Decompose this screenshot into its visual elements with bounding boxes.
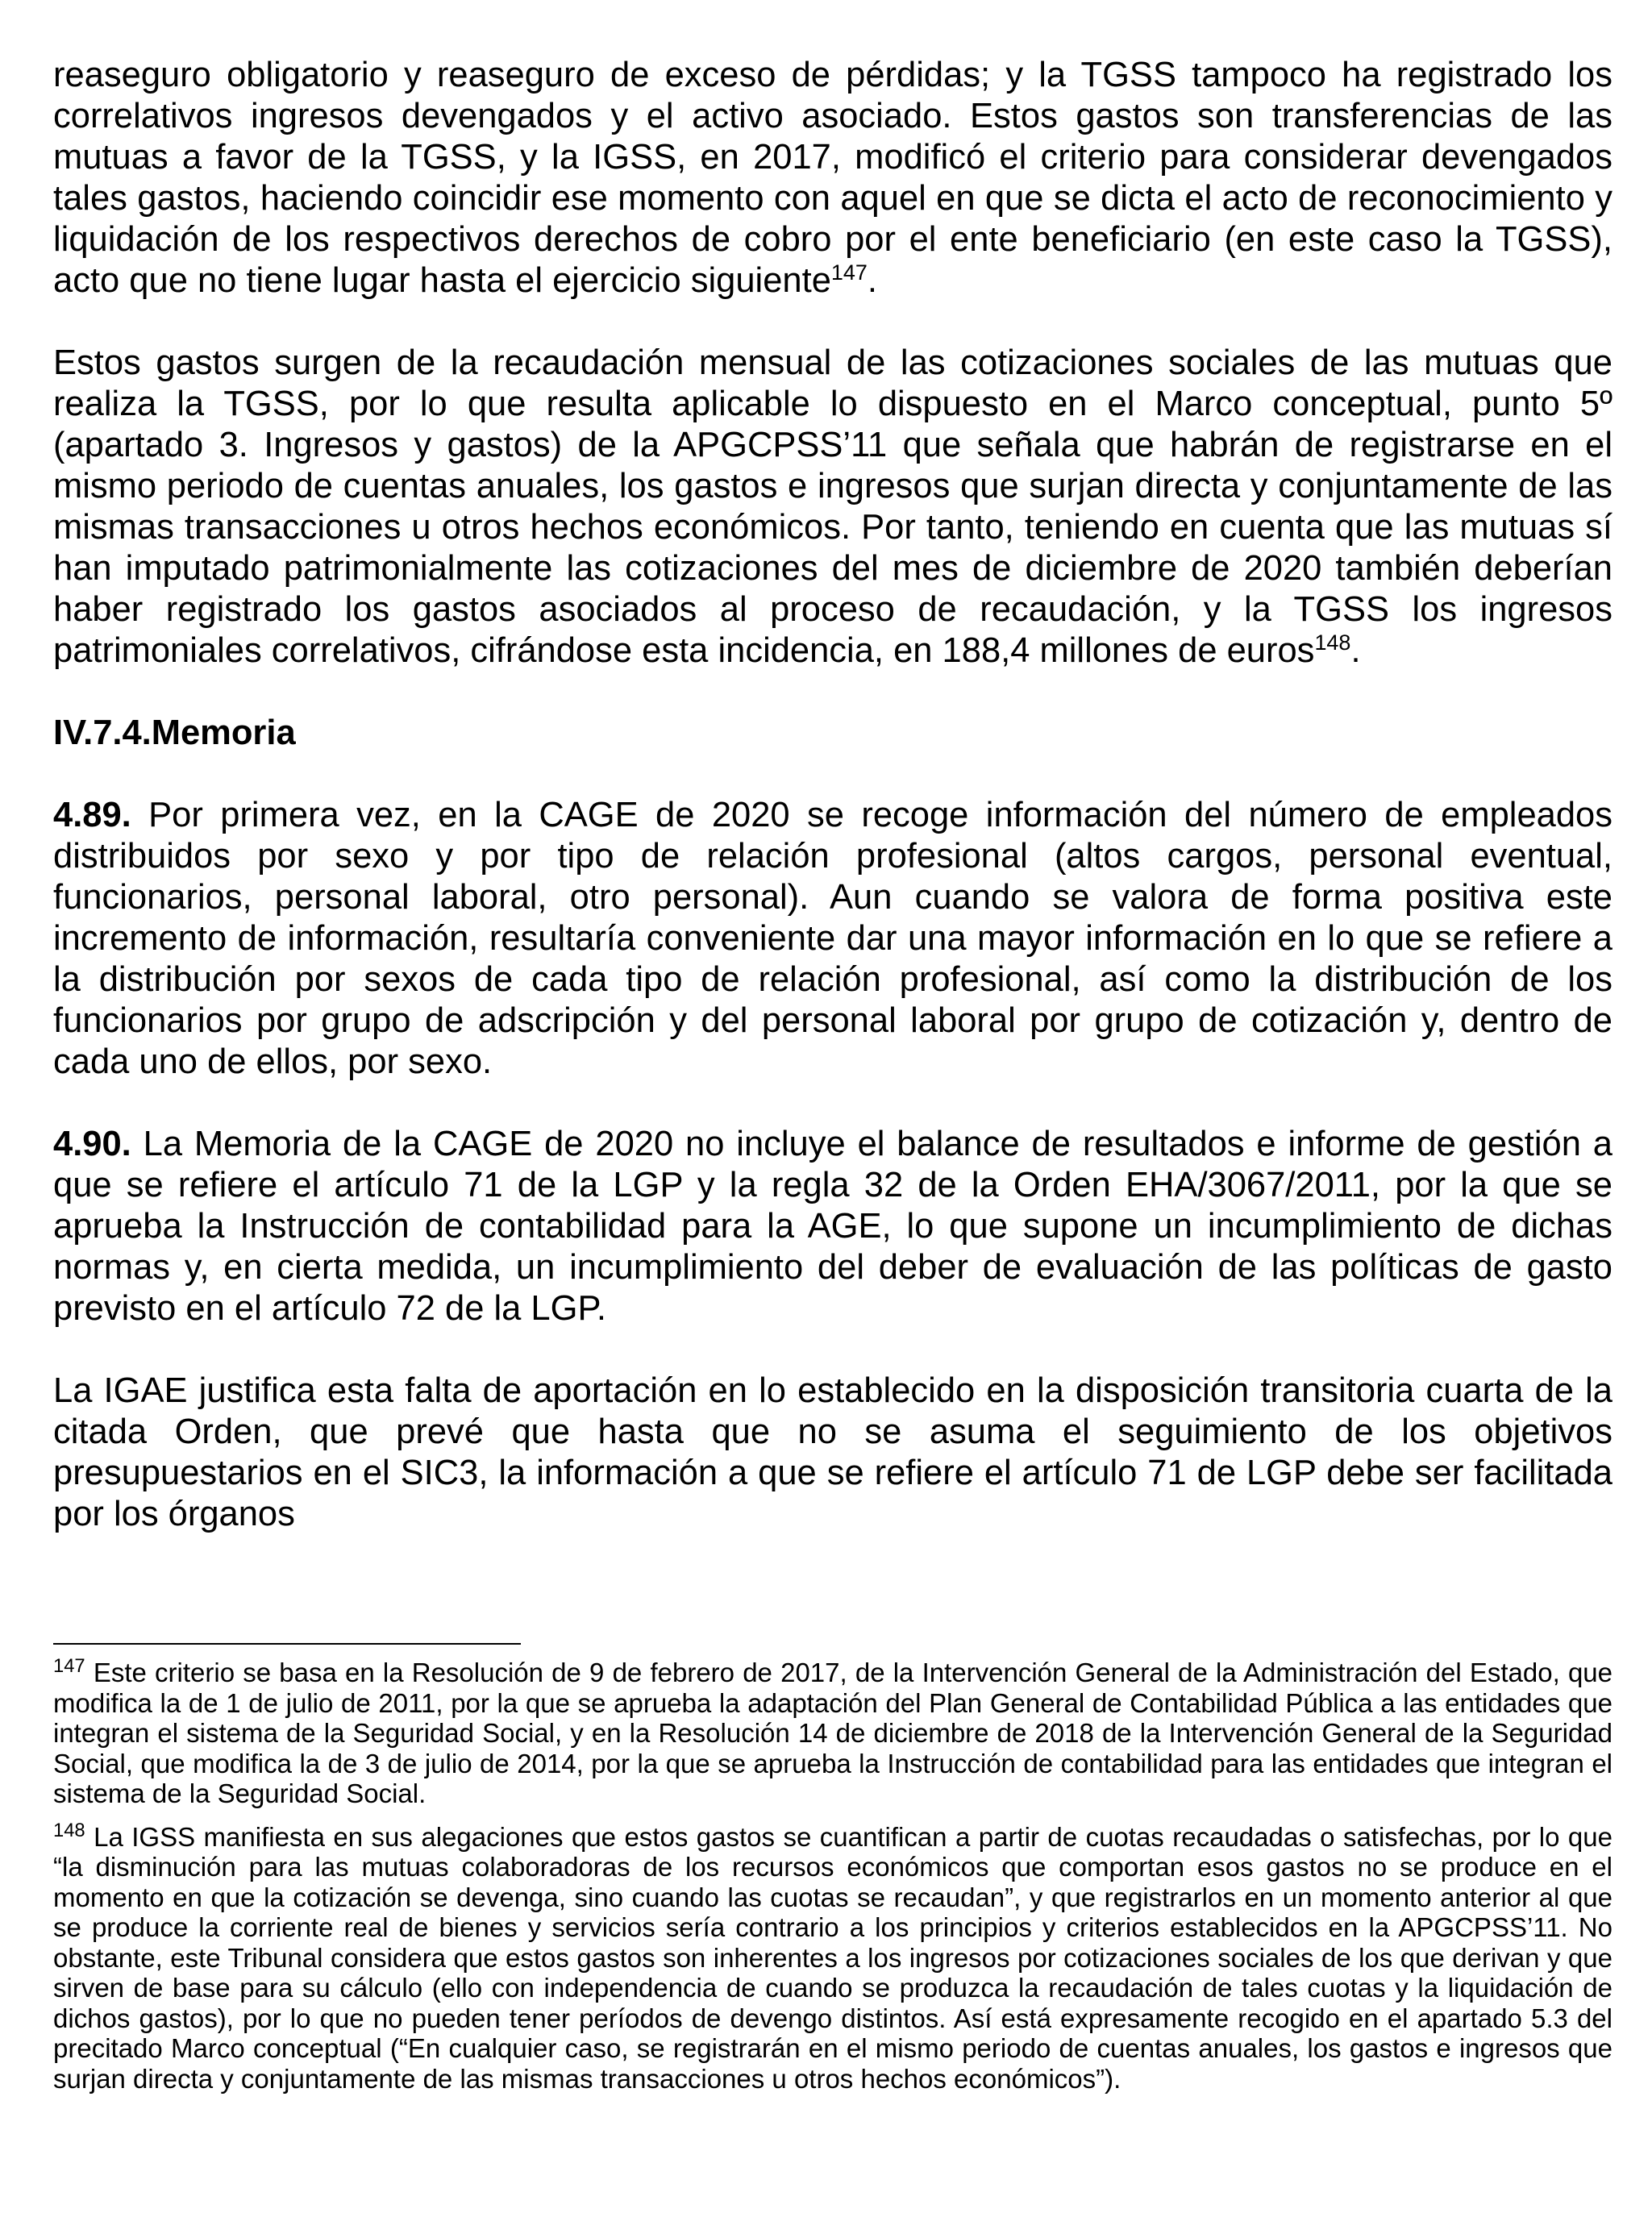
footnote-number: 148 (53, 1819, 85, 1841)
footnotes (53, 1655, 1612, 2107)
footnote-text: La IGSS manifiesta en sus alegaciones que estos gastos se cuantifican a partir de cuotas recaudadas o satisfechas, por lo que “la disminución para las mutuas colaboradoras de los recursos económicos que comportan esos gastos no se produce en el momento en que la cotización se devenga, sino cuando las cuotas se recaudan”, y que registrarlos en un momento anterior al que se produce la corriente real de bienes y servicios sería contrario a los principios y criterios establecidos en la APGCPSS’11. No obstante, este Tribunal considera que estos gastos son inherentes a los ingresos por cotizaciones sociales de los que derivan y que sirven de base para su cálculo (ello con independencia de cuando se produzca la recaudación de tales cuotas y la liquidación de dichos gastos), por lo que no pueden tener períodos de devengo distintos. Así está expresamente recogido en el apartado 5.3 del precitado Marco conceptual (“En cualquier caso, se registrarán en el mismo periodo de cuentas anuales, los gastos e ingresos que surjan directa y conjuntamente de las mismas transacciones u otros hechos económicos”). (53, 1821, 1612, 2094)
paragraph-tail: . (1350, 631, 1361, 670)
paragraph-text: Estos gastos surgen de la recaudación mensual de las cotizaciones sociales de las mutuas que realiza la TGSS, por lo que resulta aplicable lo dispuesto en el Marco conceptual, punto 5º (apartado 3. Ingresos y gastos) de la APGCPSS’11 que señala que habrán de registrarse en el mismo periodo de cuentas anuales, los gastos e ingresos que surjan directa y conjuntamente de las mismas transacciones u otros hechos económicos. Por tanto, teniendo en cuenta que las mutuas sí han imputado patrimonialmente las cotizaciones del mes de diciembre de 2020 también deberían haber registrado los gastos asociados al proceso de recaudación, y la TGSS los ingresos patrimoniales correlativos, cifrándose esta incidencia, en 188,4 millones de euros (53, 343, 1612, 670)
paragraph-text: La IGAE justifica esta falta de aportación en lo establecido en la disposición transitoria cuarta de la citada Orden, que prevé que hasta que no se asuma el seguimiento de los objetivos presupuestarios en el SIC3, la información a que se refiere el artículo 71 de LGP debe ser facilitada por los órganos (53, 1371, 1612, 1533)
section-heading: IV.7.4.Memoria (53, 713, 296, 752)
paragraph-number: 4.89. (53, 796, 131, 834)
paragraph-text: Por primera vez, en la CAGE de 2020 se recoge información del número de empleados distribuidos por sexo y por tipo de relación profesional (altos cargos, personal eventual, funcionarios, personal laboral, otro personal). Aun cuando se valora de forma positiva este incremento de información, resultaría conveniente dar una mayor información en lo que se refiere a la distribución por sexos de cada tipo de relación profesional, así como la distribución de los funcionarios por grupo de adscripción y del personal laboral por grupo de cotización y, dentro de cada uno de ellos, por sexo. (53, 796, 1612, 1081)
paragraph-tail: . (867, 261, 877, 300)
paragraph-continuation (53, 55, 1612, 302)
footnote-separator (53, 1643, 521, 1645)
paragraph-text: reaseguro obligatorio y reaseguro de exceso de pérdidas; y la TGSS tampoco ha registrado los correlativos ingresos devengados y el activo asociado. Estos gastos son transferencias de las mutuas a favor de la TGSS, y la IGSS, en 2017, modificó el criterio para considerar devengados tales gastos, haciendo coincidir ese momento con aquel en que se dicta el acto de reconocimiento y liquidación de los respectivos derechos de cobro por el ente beneficiario (en este caso la TGSS), acto que no tiene lugar hasta el ejercicio siguiente (53, 56, 1612, 300)
paragraph-4-89 (53, 795, 1612, 1083)
footnote-reference: 148 (1314, 630, 1351, 655)
paragraph-text: La Memoria de la CAGE de 2020 no incluye el balance de resultados e informe de gestión a que se refiere el artículo 71 de la LGP y la regla 32 de la Orden EHA/3067/2011, por la que se aprueba la Instrucción de contabilidad para la AGE, lo que supone un incumplimiento de dichas normas y, en cierta medida, un incumplimiento del deber de evaluación de las políticas de gasto previsto en el artículo 72 de la LGP. (53, 1125, 1612, 1328)
footnote-number: 147 (53, 1655, 85, 1678)
paragraph-4-90 (53, 1124, 1612, 1329)
paragraph-igae (53, 1371, 1612, 1535)
paragraph-recaudacion (53, 343, 1612, 672)
footnote-147 (53, 1655, 1612, 1809)
footnote-text: Este criterio se basa en la Resolución de 9 de febrero de 2017, de la Intervención General de la Administración del Estado, que modifica la de 1 de julio de 2011, por la que se aprueba la adaptación del Plan General de Contabilidad Pública a las entidades que integran el sistema de la Seguridad Social, y en la Resolución 14 de diciembre de 2018 de la Intervención General de la Seguridad Social, que modifica la de 3 de julio de 2014, por la que se aprueba la Instrucción de contabilidad para las entidades que integran el sistema de la Seguridad Social. (53, 1658, 1612, 1808)
paragraph-number: 4.90. (53, 1125, 131, 1163)
footnote-reference: 147 (830, 260, 868, 285)
footnote-148 (53, 1819, 1612, 2094)
body-text (53, 55, 1612, 1576)
